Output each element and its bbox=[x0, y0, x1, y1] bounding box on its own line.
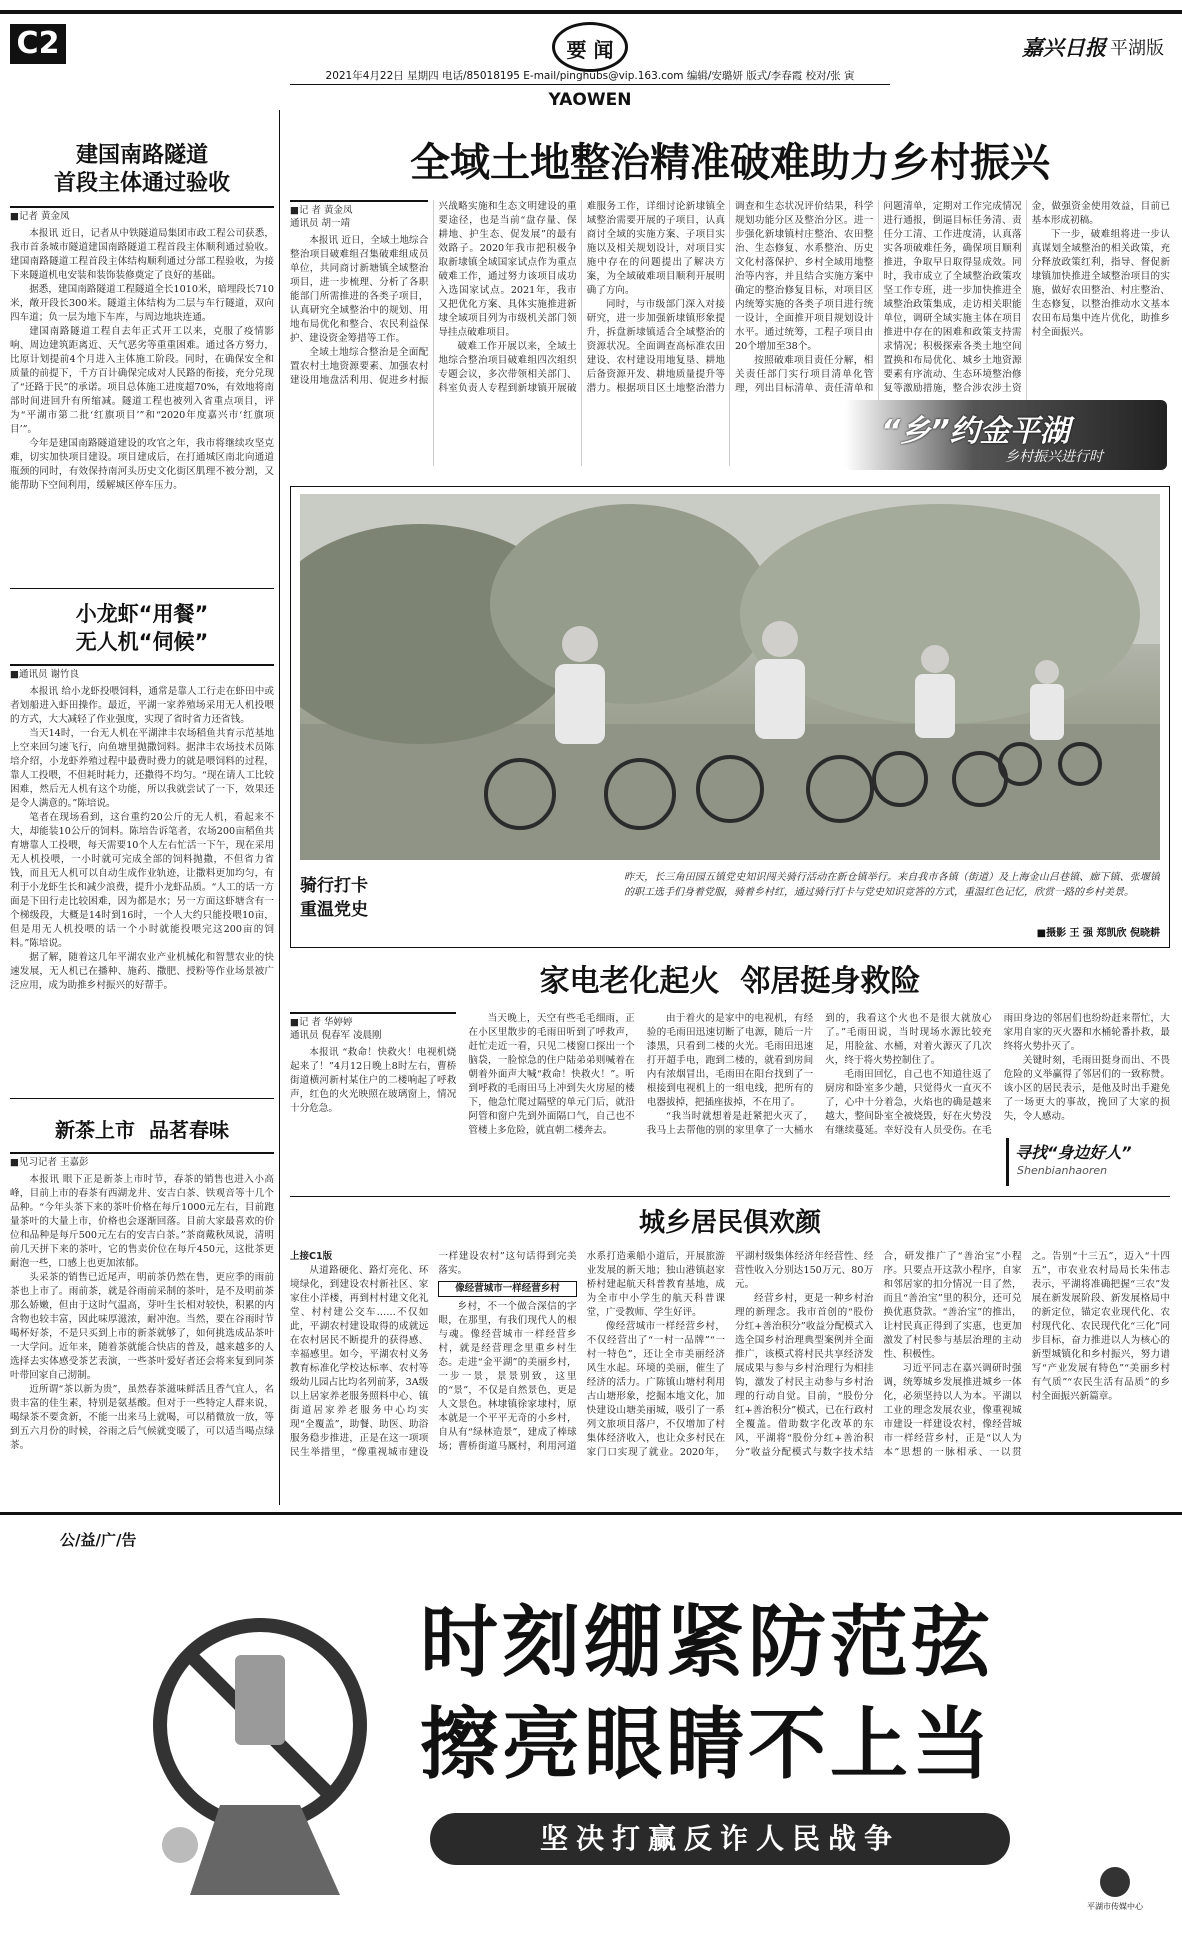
masthead bbox=[0, 0, 1182, 110]
paragraph: 据了解，随着这几年平湖农业产业机械化和智慧农业的快速发展，无人机已在播种、施药、撒肥、授粉等作业场景被广泛应用，成为助推乡村振兴的好帮手。 bbox=[10, 952, 274, 991]
article-tunnel-title bbox=[14, 142, 270, 198]
article-tunnel-title-line1: 建国南路隧道 bbox=[75, 143, 208, 168]
article-drone-title-line2: 无人机“伺候” bbox=[75, 630, 209, 654]
left-column-divider bbox=[279, 110, 280, 1505]
psa-logo-mark bbox=[1100, 1867, 1130, 1897]
article-tea-title: 新茶上市 品茗春味 bbox=[55, 1118, 229, 1142]
article-drone-byline: ■通讯员 谢竹良 bbox=[10, 664, 274, 681]
paragraph: 当天14时，一台无人机在平湖津丰农场稻鱼共育示范基地上空来回匀速飞行，向鱼塘里抛撒饲料。据津丰农场技术员陈培介绍，小龙虾养殖过程中最费时费力的就是喂饲料的过程，靠人工投喂，不但耗时耗力，还撒得不均匀。“现在请人工比较困难，然后无人机有这个功能，所以我就尝试了一下，效果还是令人满意的。”陈培说。 bbox=[10, 728, 274, 809]
urban-rural-headline: 城乡居民俱欢颜 bbox=[638, 1208, 821, 1238]
paragraph: 本报讯 近日，全域土地综合整治项目破难组召集破难组成员单位，共同商讨新塘镇全域整治项目，进一步梳理、分析了各职能部门所需推进的各类子项目，认真研究全域整治中的规划、用地布局优化和整合、农民利益保护、建设资金筹措等工作。 bbox=[290, 235, 429, 344]
good-people-tag-text: 寻找“身边好人” bbox=[1015, 1143, 1132, 1162]
paragraph: 今年是建国南路隧道建设的攻官之年，我市将继续攻坚克难，切实加快项目建设。项目建成后，在打通城区南北向通道瓶颈的同时，有效保持南河头历史文化街区肌理不被分割，又能帮助下空间利用，缓解城区停车压力。 bbox=[10, 438, 274, 491]
psa-line-2: 擦亮眼睛不上当 bbox=[420, 1700, 995, 1790]
paragraph: 习近平同志在嘉兴调研时强调，统筹城乡发展推进城乡一体化，必须坚持以人为本。平湖以工业的理念发展农业，像重视城市建设一样建设农村，像经营城市一样经营乡村，正是“以人为本”思想的一脉相承、一以贯之。告别“十三五”，迈入“十四五”，市农业农村局局长朱伟志表示，平湖将准确把握“三农”发展在新发展阶段、新发展格局中的新定位，锚定农业现代化、农村现代化、农民现代化“三化”同步目标，奋力推进以人为核心的新型城镇化和乡村振兴，努力谱写“产业发展有特色”“美丽乡村有气质”“农民生活有品质”的乡村全面振兴新篇章。 bbox=[883, 1251, 1170, 1458]
photo-title-line1: 骑行打卡 bbox=[300, 876, 368, 896]
photo-credit: ■摄影 王 强 郑凯欣 倪晓耕 bbox=[1036, 928, 1160, 939]
article-drone bbox=[10, 664, 274, 1090]
paragraph: 头采茶的销售已近尾声，明前茶仍然在售，更应季的雨前茶也上市了。雨前茶，就是谷雨前采制的茶叶，是不及明前茶那么娇嫩，但由于这时气温高，芽叶生长相对较快，积累的内含物也较丰富，因此味厚滋浓，耐冲泡。当然，要在谷雨时节喝杯好茶，不是只买到上市的新茶就够了，如何挑选成品茶叶一大学问。近年来，随着茶就能合快店的普及，越来越多的人选择去实体感受茶艺表演，一些茶叶爱好者还会将来复到同茶叶带回家自己沏制。 bbox=[10, 1272, 274, 1381]
fire-byline-correspondent: 通讯员 倪春军 凌晨刚 bbox=[290, 1030, 382, 1041]
article-tunnel-title-line2: 首段主体通过验收 bbox=[53, 171, 230, 196]
paragraph: 乡村，不一个做合深信的字眼，在那里，有我们现代人的根与魂。像经营城市一样经营乡村，就是经营理念里重乡村生态。走进“金平湖”的美丽乡村，一步一景，景景别致，这里的“景”，不仅是自然景色，更是人文景色。林埭镇徐家埭村，原本就是一个平平无奇的小乡村，自从有“绿林造景”，建成了棒球场；曹桥街道马厩村，利用河道水系打造乘船小道后，开展旅游业发展的新天地；独山港镇赵家桥村建起航天科普教育基地，成为全市中小学生的航天科普课堂，广受教师、学生好评。 bbox=[438, 1251, 725, 1452]
psa-line-1: 时刻绷紧防范弦 bbox=[420, 1598, 995, 1688]
continued-kicker: 上接C1版 bbox=[290, 1251, 333, 1262]
yaowen-label: YAOWEN bbox=[548, 90, 632, 110]
paragraph: 从道路硬化、路灯亮化、环境绿化，到建设农村新社区、家家住小洋楼，再到村村建文化礼堂、村村建公交车……不仅如此，平湖农村建设取得的成就远在农村居民不断提升的获得感、幸福感里。如今，平湖农村义务教育标准化学校达标率、农村等级幼儿园占比均名列前茅，3A级以上居家养老服务照料中心、镇街道居家养老服务中心均实现“全覆盖”，助餐、助医、助浴服务稳步推进，正是在这一项项民生举措里，“像重视城市建设一样建设农村”这句话得到完美落实。 bbox=[290, 1251, 577, 1458]
paragraph: 近所谓“茶以新为贵”，虽然春茶滋味鲜活且香气宜人，名贵丰富的佳生素，特别是氨基酸。但对于一些特定人群来说，喝绿茶不要贪新，不能一出来马上就喝，可以稍微放一放，等到五六月份的时候，谷雨之后气候就变暖了，可以适当喝点绿茶。 bbox=[10, 1384, 274, 1451]
article-tea-byline: ■见习记者 王嘉彭 bbox=[10, 1152, 274, 1169]
cycling-photo bbox=[300, 494, 1160, 860]
section-divider bbox=[10, 588, 274, 589]
edition-name: 平湖版 bbox=[1110, 38, 1164, 59]
photo-caption: 昨天，长三角田园五镇党史知识闯关骑行活动在新仓镇举行。来自我市各镇（街道）及上海金山吕巷镇、廊下镇、张堰镇的职工选手们身着党服，骑着乡村红，通过骑行打卡与党史知识竞答的方式，重温红色记忆，欣赏一路的乡村美景。 bbox=[624, 872, 1160, 898]
paragraph: 当天晚上，天空有些毛毛细雨，正在小区里散步的毛雨田听到了呼救声，赶忙走近一看，只见二楼窗口探出一个脑袋，一脸惊急的住户陆弟弟则喊着在朝着外面声大喊“救命！快救火！”。听到呼救的毛雨田马上冲到失火房屋的楼下，他急忙爬过隔壁的单元门后，就沿阿管和窗户先到外面隔口气，自己也不管楼上多危险，就直朝二楼奔去。 bbox=[468, 1013, 635, 1136]
paragraph: “我当时就想着是赶紧把火灭了，我马上去帮他的别的家里拿了一大桶水到的，我看这个火也不是很大就放心了。”毛雨田说，当时现场水源比较充足，用脸盆、水桶，对着火源灭了几次火，终于将火势控制住了。 bbox=[646, 1013, 992, 1136]
rural-revival-banner bbox=[845, 400, 1167, 470]
date-line: 2021年4月22日 星期四 电话/85018195 E-mail/pinghubs@vip.163.com 编辑/安璐妍 版式/李春霞 校对/张 寅 bbox=[325, 70, 855, 82]
banner-text-main: “乡”约金平湖 bbox=[881, 414, 1070, 449]
masthead-top-rule bbox=[0, 10, 1182, 14]
paragraph: 破难工作开展以来，全域土地综合整治项目破难组四次组织专题会议，多次带领相关部门、科室负责人专程到新埭镇开展破难服务工作，详细讨论新埭镇全域整治需要开展的子项目，认真商讨全域的实施方案、子项目实施以及相关规划设计，对项目实施中存在的问题提出了解决方案，为全域破难项目顺利开展明确了方向。 bbox=[438, 201, 725, 394]
article-drone-title bbox=[14, 600, 270, 656]
photo-title bbox=[300, 874, 430, 922]
lead-byline bbox=[290, 200, 428, 230]
paragraph: 本报讯 近日，记者从中铁隧道局集团市政工程公司获悉，我市首条城市隧道建国南路隧道工程首段主体顺利通过验收。建国南路隧道工程首段主体结构顺利通过分部工程验收，为接下来隧道机电安装和装饰装修奠定了良好的基础。 bbox=[10, 228, 274, 281]
paragraph: 由于着火的是家中的电视机，有经验的毛雨田迅速切断了电源，随后一片漆黑，只看到二楼的火光。毛雨田迅速打开超手电，跑到二楼的，就看到房间内有浓烟冒出，毛雨田在阳台找到了一根接到电视机上的一组电线，把所有的电器拔掉，把插座拔掉，不在用了。 bbox=[646, 1013, 814, 1108]
paragraph: 下一步，破难组将进一步认真谋划全域整治的相关政策，充分释放政策红利，指导、督促新埭镇加快推进全域整治项目的实施，做好农田整治、村庄整治、生态修复，以整治推动水文基本农田布局集中连片优化，助推乡村全面振兴。 bbox=[1031, 229, 1170, 338]
paragraph: 同时，与市级部门深入对接研究，进一步加强新埭镇形象提升，拆盘新埭镇适合全域整治的资源状况。全面调查高标准农田建设、农村建设用地复垦、耕地后备资源开发、耕地质量提升等潜力。根据项目区土地整治潜力调查和生态状况评价结果，科学规划功能分区及整治分区。进一步强化新埭镇村庄整治、农田整治、生态修复、水系整治、历史文化村落保护、乡村全域用地整治等内容，并且结合实施方案中确定的整治修复目标，对项目区内统筹实施的各类子项目进行统一设计，全面推开项目规划设计水平。通过统筹，工程子项目由20个增加至38个。 bbox=[586, 201, 874, 394]
photo-title-line2: 重温党史 bbox=[300, 900, 368, 920]
paragraph: 本报讯 “救命！快救火！电视机烧起来了！”4月12日晚上8时左右，曹桥街道横河新村某住户的二楼响起了呼救声，红色的火光映照在玻璃窗上，情况十分危急。 bbox=[290, 1047, 457, 1114]
lead-headline: 全域土地整治精准破难助力乡村振兴 bbox=[410, 140, 1050, 186]
paragraph: 本报讯 给小龙虾投喂饲料，通常是靠人工行走在虾田中或者划船进入虾田操作。最近，平湖一家养殖场采用无人机投喂的方式，大大减轻了作业强度，实现了省时省力还省钱。 bbox=[10, 686, 274, 725]
good-people-tag-en: Shenbianhaoren bbox=[1017, 1164, 1108, 1177]
paragraph: 全域土地综合整治是全面配置农村土地资源要素、加强农村建设用地盘活利用、促进乡村振兴战略实施和生态文明建设的重要途径，也是当前“盘存量、保耕地、护生态、促发展”的最有效路子。2020年我市把积极争取新埭镇全域国家试点作为重点破难工作，通过努力该项目成功入选国家试点。2021年，我市又把优化方案、具体实施推进新埭全域项目列为市级机关部门领导挂点破难项目。 bbox=[290, 201, 577, 386]
psa-line-3: 坚决打赢反诈人民战争 bbox=[539, 1822, 900, 1855]
paragraph: 毛雨田回忆，自己也不知道往返了厨房和卧室多少趟，只觉得火一直灭不了，心中十分着急，火焰也的确是越来越大，整间卧室全被烧毁，好在火势没有继续蔓延。幸好没有人员受伤。在毛雨田身边的邻居们也纷纷赶来帮忙，大家用自家的灭火器和水桶轮番扑救，最终将火势扑灭了。 bbox=[825, 1013, 1170, 1136]
psa-frame bbox=[0, 1512, 1182, 1933]
fire-headline: 家电老化起火 邻居挺身救险 bbox=[539, 964, 921, 999]
paragraph: 关键时刻，毛雨田挺身而出、不畏危险的义举赢得了邻居们的一致称赞。该小区的居民表示，是他及时出手避免了一场更大的事故，挽回了大家的损失，令人感动。 bbox=[1003, 1055, 1170, 1122]
lead-byline-reporter: ■记 者 黄金凤 bbox=[290, 205, 353, 216]
cycling-photo-art bbox=[300, 494, 1160, 860]
section-title: 要 闻 bbox=[566, 38, 614, 62]
article-tunnel-byline: ■记者 黄金凤 bbox=[10, 206, 274, 223]
article-tunnel bbox=[10, 206, 274, 581]
psa-warning-illustration bbox=[150, 1595, 390, 1895]
article-drone-title-line1: 小龙虾“用餐” bbox=[75, 602, 209, 626]
section-divider bbox=[290, 1196, 1170, 1197]
masthead-rule bbox=[290, 84, 890, 85]
lead-byline-correspondent: 通讯员 胡一靖 bbox=[290, 218, 351, 229]
fire-byline bbox=[290, 1012, 456, 1042]
subhead: 像经营城市一样经营乡村 bbox=[438, 1281, 576, 1297]
urban-rural-article bbox=[290, 1250, 1170, 1504]
psa-logo bbox=[1080, 1867, 1150, 1927]
paper-name: 嘉兴日报 bbox=[1022, 36, 1106, 60]
psa-slogan-bar bbox=[430, 1813, 1010, 1865]
paragraph: 笔者在现场看到，这台重约20公斤的无人机，看起来不大，却能装10公斤的饲料。陈培告诉笔者，农场200亩稻鱼共育塘靠人工投喂，每天需要10个人左右忙活一下午，现在采用无人机投喂，一小时就可完成全部的饲料抛撒，不但省力省钱，而且无人机可以自动生成作业轨迹，让撒料更加均匀，有利于小龙虾生长和减少浪费，提升小龙虾品质。“人工的话一方面是下田行走比较困难，因为都是水；另一方面这虾塘含有一个梯级段，大概是14时到16时，一个人大约只能投喂10亩，但是用无人机投喂的话一个小时就能投喂完这200亩的饲料。”陈培说。 bbox=[10, 812, 274, 949]
good-people-tag bbox=[1006, 1138, 1168, 1186]
psa-logo-text: 平湖市传媒中心 bbox=[1087, 1902, 1143, 1911]
paragraph: 像经营城市一样经营乡村，不仅经营出了“一村一品牌”“一村一特色”，还让全市美丽经济风生水起。环境的美丽，催生了经济的活力。广陈镇山塘村利用古山塘形象，挖掘本地文化，加快建设山塘美丽城，吸引了一系列文旅项目落户，不仅增加了村集体经济收入，也让众多村民在家门口实现了就业。2020年，平湖村级集体经济年经营性、经营性收入分别达150万元、80万元。 bbox=[586, 1251, 874, 1458]
page-number: C2 bbox=[10, 24, 66, 64]
article-tea bbox=[10, 1152, 274, 1500]
banner-text-sub: 乡村振兴进行时 bbox=[1005, 449, 1103, 465]
paragraph: 建国南路隧道工程自去年正式开工以来，克服了疫情影响、周边建筑距离近、天气恶劣等重重困难。通过各方努力，比原计划提前4个月进入主体施工阶段。同时，在确保安全和质量的前提下，千方百计确保完成对人民路的衔接，充分兑现了“还路于民”的承诺。项目总体施工进度超70%，有效地将南部时间进回升有所缩减。隧道工程也被列入省重点项目，评为“平湖市第二批‘红旗项目’”和“2020年度嘉兴市‘红旗项目’”。 bbox=[10, 326, 274, 435]
paragraph: 本报讯 眼下正是新茶上市时节，春茶的销售也进入小高峰，目前上市的春茶有西湖龙井、安吉白茶、铁观音等十几个品种。“今年头茶下来的茶叶价格在每斤1000元左右，目前跑量茶叶的大量上市，价格也会逐渐回落。目前大家最喜欢的价位和品种是每斤500元左右的安吉白茶。”茶商戴秋凤说，清明前几天拼下来的茶叶，它的售卖价位在每斤450元，这批茶更耐泡一些，口感上也更加浓郁。 bbox=[10, 1174, 274, 1269]
paragraph: 按照破难项目责任分解，相关责任部门实行项目清单化管理，列出目标清单、责任清单和问题清单，定期对工作完成情况进行通报，倒逼目标任务清、责任分工清、工作进度清，认真落实各项破难任务，确保项目顺利推进，争取早日取得显成效。同时，我市成立了全域整治政策攻坚工作专班，进一步加快推进全域整治政策集成，走访相关职能单位，调研全域实施主体在项目推进中存在的困难和政策支持需求情况；积极探索各类土地空间置换和布局优化、城乡土地资源要素有序流动、生态环境整治修复等激励措施，整合涉农涉土资金，做强资金使用效益，目前已基本形成初稿。 bbox=[734, 201, 1170, 394]
paragraph: 经营乡村，更是一种乡村治理的新理念。我市首创的“股份分红+善治积分”收益分配模式入选全国乡村治理典型案例并全面推广，该模式将村民共享经济发展成果与参与乡村治理行为相挂钩，激发了村民主动参与乡村治理的行动自觉。目前，“股份分红+善治积分”模式，已在行政村全覆盖。借助数字化改革的东风，平湖将“股份分红+善治积分”收益分配模式与数字技术结合，研发推广了“善治宝”小程序。只要点开这款小程序，自家和邻居家的扣分情况一目了然，而且“善治宝”里的积分，还可兑换优惠贷款。“善治宝”的推出，让村民真正得到了实惠，也更加激发了村民参与基层治理的主动性、积极性。 bbox=[734, 1251, 1022, 1458]
section-divider bbox=[10, 1098, 274, 1099]
fire-byline-reporter: ■记 者 华婷婷 bbox=[290, 1017, 353, 1028]
paragraph: 据悉，建国南路隧道工程隧道全长1010米，暗埋段长710米，敞开段长300米。隧道主体结构为二层与车行隧道，双向四车道；负一层为地下车库，与周边地块连通。 bbox=[10, 284, 274, 323]
psa-label: 公/益/广/告 bbox=[60, 1531, 137, 1549]
